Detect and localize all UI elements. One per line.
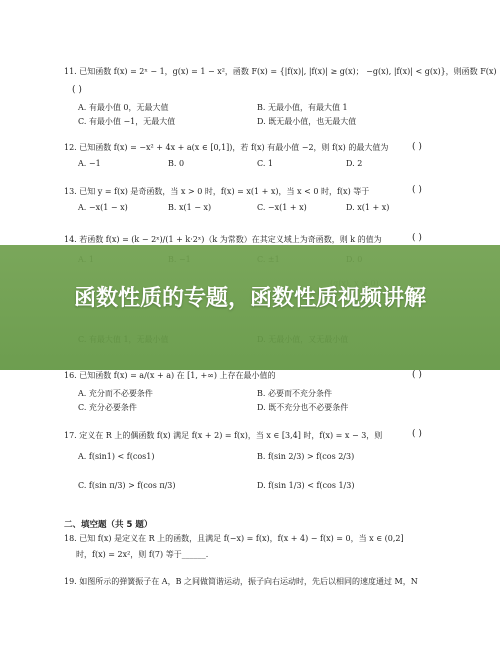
answer-blank-14: ( ) [412,233,422,243]
option-13b: B. x(1 − x) [168,203,212,212]
answer-blank-12: ( ) [412,142,422,152]
question-14-stem: 14. 若函数 f(x) = (k − 2ˣ)/(1 + k·2ˣ)（k 为常数）在其定义域上为奇函数，则 k 的值为 [64,235,382,244]
answer-blank-16: ( ) [412,370,422,380]
banner-title: 函数性质的专题，函数性质视频讲解 [73,286,426,311]
option-13a: A. −x(1 − x) [78,203,128,212]
question-18-line1: 18. 已知 f(x) 是定义在 R 上的函数，且满足 f(−x) = f(x)，f(x + 4) − f(x) = 0，当 x ∈ (0,2] [64,534,404,543]
option-12b: B. 0 [168,159,185,168]
option-17a: A. f(sin1) < f(cos1) [78,452,155,461]
option-12d: D. 2 [346,159,363,168]
option-17b: B. f(sin 2/3) > f(cos 2/3) [257,452,355,461]
option-16d: D. 既不充分也不必要条件 [257,403,349,412]
option-12c: C. 1 [257,159,274,168]
question-16-stem: 16. 已知函数 f(x) = a/(x + a) 在 [1, +∞) 上存在最小值的 [64,371,276,380]
question-12-stem: 12. 已知函数 f(x) = −x² + 4x + a(x ∈ [0,1])，若 f(x) 有最小值 −2，则 f(x) 的最大值为 [64,143,389,152]
option-11a: A. 有最小值 0，无最大值 [78,103,169,112]
question-13-stem: 13. 已知 y = f(x) 是奇函数，当 x > 0 时，f(x) = x(1 + x)，当 x < 0 时，f(x) 等于 [64,187,370,196]
option-11d: D. 既无最小值，也无最大值 [257,117,357,126]
option-16b: B. 必要而不充分条件 [257,389,332,398]
option-13d: D. x(1 + x) [346,203,390,212]
question-19-line1: 19. 如图所示的弹簧振子在 A，B 之间做简谐运动，振子向右运动时，先后以相同的速度通过 M，N [64,577,418,586]
option-13c: C. −x(1 + x) [257,203,307,212]
question-18-line2: 时，f(x) = 2x²，则 f(7) 等于______. [76,550,209,559]
option-11b: B. 无最小值，有最大值 1 [257,103,348,112]
option-17c: C. f(sin π/3) > f(cos π/3) [78,481,176,490]
answer-blank-17: ( ) [412,429,422,439]
answer-blank-11: ( ) [72,85,82,95]
answer-blank-13: ( ) [412,185,422,195]
option-11c: C. 有最小值 −1，无最大值 [78,117,176,126]
option-16a: A. 充分而不必要条件 [78,389,153,398]
option-12a: A. −1 [78,159,101,168]
question-11-stem: 11. 已知函数 f(x) = 2ˣ − 1，g(x) = 1 − x²，函数 F(x) = {|f(x)|, |f(x)| ≥ g(x)； −g(x), |f(x)| < g(x)}，则函数 F(x) [64,67,497,76]
question-17-stem: 17. 定义在 R 上的偶函数 f(x) 满足 f(x + 2) = f(x)，当 x ∈ [3,4] 时，f(x) = x − 3，则 [64,431,383,440]
option-17d: D. f(sin 1/3) < f(cos 1/3) [257,481,355,490]
section-heading-fill-in: 二、填空题（共 5 题） [64,520,153,530]
option-16c: C. 充分必要条件 [78,403,137,412]
